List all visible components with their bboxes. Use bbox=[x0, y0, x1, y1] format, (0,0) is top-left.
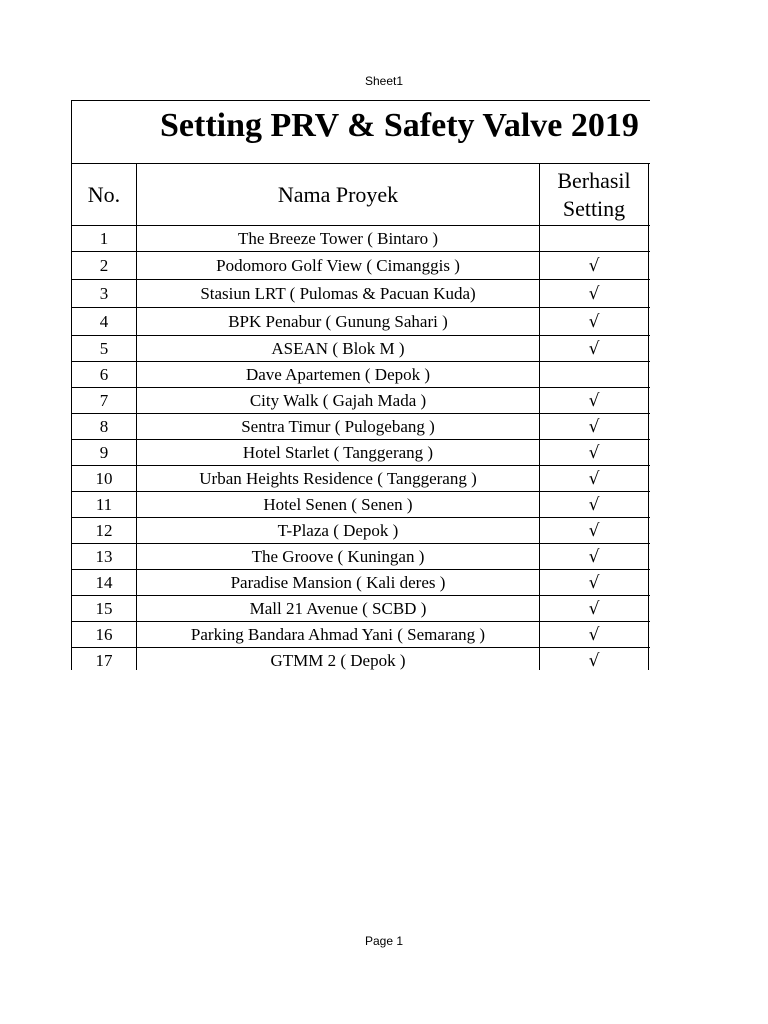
extra-cell bbox=[649, 518, 651, 544]
extra-cell bbox=[649, 648, 651, 671]
row-number: 1 bbox=[72, 226, 137, 252]
title-cell bbox=[72, 101, 651, 164]
project-name: BPK Penabur ( Gunung Sahari ) bbox=[137, 308, 540, 336]
table-row bbox=[72, 570, 651, 596]
extra-cell bbox=[649, 388, 651, 414]
project-name: Hotel Senen ( Senen ) bbox=[137, 492, 540, 518]
row-number: 3 bbox=[72, 280, 137, 308]
table-row bbox=[72, 388, 651, 414]
setting-status-check: √ bbox=[540, 518, 649, 544]
row-number: 10 bbox=[72, 466, 137, 492]
row-number: 17 bbox=[72, 648, 137, 671]
project-name: Paradise Mansion ( Kali deres ) bbox=[137, 570, 540, 596]
project-name: Podomoro Golf View ( Cimanggis ) bbox=[137, 252, 540, 280]
project-name: Sentra Timur ( Pulogebang ) bbox=[137, 414, 540, 440]
header-extra bbox=[649, 164, 651, 226]
extra-cell bbox=[649, 492, 651, 518]
table-row bbox=[72, 622, 651, 648]
table-row bbox=[72, 280, 651, 308]
setting-status-check: √ bbox=[540, 388, 649, 414]
table-row bbox=[72, 336, 651, 362]
project-name: The Breeze Tower ( Bintaro ) bbox=[137, 226, 540, 252]
page-title: Setting PRV & Safety Valve 2019 bbox=[160, 107, 639, 144]
setting-status-check: √ bbox=[540, 492, 649, 518]
extra-cell bbox=[649, 362, 651, 388]
setting-status-check: √ bbox=[540, 596, 649, 622]
row-number: 15 bbox=[72, 596, 137, 622]
table-row bbox=[72, 544, 651, 570]
row-number: 8 bbox=[72, 414, 137, 440]
header-nama-proyek: Nama Proyek bbox=[137, 164, 540, 226]
table-row bbox=[72, 252, 651, 280]
row-number: 12 bbox=[72, 518, 137, 544]
project-name: City Walk ( Gajah Mada ) bbox=[137, 388, 540, 414]
setting-status-check: √ bbox=[540, 570, 649, 596]
table-row bbox=[72, 492, 651, 518]
extra-cell bbox=[649, 252, 651, 280]
setting-status-check: √ bbox=[540, 280, 649, 308]
project-table bbox=[71, 100, 650, 670]
table-row bbox=[72, 414, 651, 440]
table-row bbox=[72, 518, 651, 544]
project-name: Parking Bandara Ahmad Yani ( Semarang ) bbox=[137, 622, 540, 648]
setting-status-check bbox=[540, 226, 649, 252]
extra-cell bbox=[649, 226, 651, 252]
setting-status-check: √ bbox=[540, 440, 649, 466]
setting-status-check: √ bbox=[540, 336, 649, 362]
extra-cell bbox=[649, 336, 651, 362]
setting-status-check: √ bbox=[540, 414, 649, 440]
setting-status-check: √ bbox=[540, 308, 649, 336]
project-name: The Groove ( Kuningan ) bbox=[137, 544, 540, 570]
row-number: 5 bbox=[72, 336, 137, 362]
table-row bbox=[72, 440, 651, 466]
setting-status-check: √ bbox=[540, 622, 649, 648]
header-no: No. bbox=[72, 164, 137, 226]
extra-cell bbox=[649, 622, 651, 648]
extra-cell bbox=[649, 308, 651, 336]
project-name: GTMM 2 ( Depok ) bbox=[137, 648, 540, 671]
table-row bbox=[72, 466, 651, 492]
project-table-viewport bbox=[71, 100, 650, 670]
row-number: 14 bbox=[72, 570, 137, 596]
project-name: Dave Apartemen ( Depok ) bbox=[137, 362, 540, 388]
extra-cell bbox=[649, 570, 651, 596]
row-number: 16 bbox=[72, 622, 137, 648]
extra-cell bbox=[649, 414, 651, 440]
setting-status-check bbox=[540, 362, 649, 388]
setting-status-check: √ bbox=[540, 648, 649, 671]
extra-cell bbox=[649, 544, 651, 570]
table-row bbox=[72, 596, 651, 622]
row-number: 2 bbox=[72, 252, 137, 280]
extra-cell bbox=[649, 596, 651, 622]
extra-cell bbox=[649, 440, 651, 466]
header-row bbox=[72, 164, 651, 226]
extra-cell bbox=[649, 466, 651, 492]
table-row bbox=[72, 308, 651, 336]
page-number: Page 1 bbox=[364, 934, 404, 948]
project-name: Stasiun LRT ( Pulomas & Pacuan Kuda) bbox=[137, 280, 540, 308]
sheet-name: Sheet1 bbox=[364, 74, 404, 88]
table-row bbox=[72, 362, 651, 388]
project-name: Urban Heights Residence ( Tanggerang ) bbox=[137, 466, 540, 492]
row-number: 11 bbox=[72, 492, 137, 518]
row-number: 9 bbox=[72, 440, 137, 466]
project-name: Hotel Starlet ( Tanggerang ) bbox=[137, 440, 540, 466]
setting-status-check: √ bbox=[540, 544, 649, 570]
project-name: ASEAN ( Blok M ) bbox=[137, 336, 540, 362]
header-berhasil-setting: Berhasil Setting bbox=[540, 164, 649, 226]
setting-status-check: √ bbox=[540, 466, 649, 492]
extra-cell bbox=[649, 280, 651, 308]
row-number: 6 bbox=[72, 362, 137, 388]
project-name: Mall 21 Avenue ( SCBD ) bbox=[137, 596, 540, 622]
row-number: 7 bbox=[72, 388, 137, 414]
setting-status-check: √ bbox=[540, 252, 649, 280]
row-number: 4 bbox=[72, 308, 137, 336]
table-body bbox=[72, 226, 651, 671]
table-row bbox=[72, 226, 651, 252]
row-number: 13 bbox=[72, 544, 137, 570]
project-name: T-Plaza ( Depok ) bbox=[137, 518, 540, 544]
title-row bbox=[72, 101, 651, 164]
table-row bbox=[72, 648, 651, 671]
